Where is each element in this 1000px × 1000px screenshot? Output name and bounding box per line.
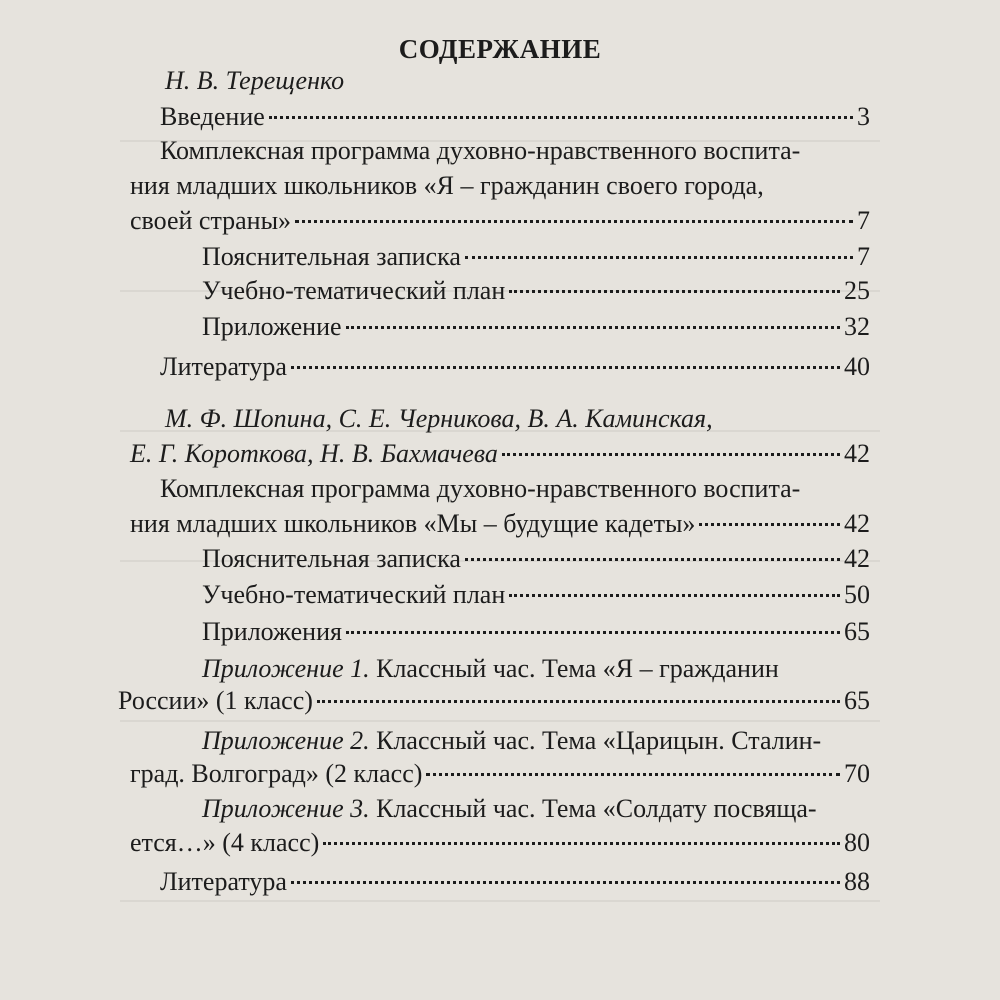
appendix1-line1 [202,652,779,686]
toc-entry-intro [160,100,870,134]
toc-entry-appendix1 [118,684,870,718]
entry-label: Введение [160,102,265,131]
entry-page: 42 [844,544,870,573]
appendix1-label: Приложение 1. [202,654,370,683]
dot-leader [509,594,840,597]
dot-leader [699,523,840,526]
entry-page: 3 [857,102,870,131]
entry-page: 70 [844,759,870,788]
entry-label: ется…» (4 класс) [130,828,320,857]
entry-label: России» (1 класс) [118,686,313,715]
entry-label: Учебно-тематический план [202,580,506,609]
dot-leader [346,631,840,634]
toc-entry-appendices-2 [202,615,870,649]
appendix2-line1 [202,724,821,758]
dot-leader [317,700,840,703]
toc-entry-authors-2 [130,437,870,471]
toc-entry-thematic-plan-1 [202,274,870,308]
toc-entry-appendix2 [130,757,870,791]
entry-page: 65 [844,617,870,646]
toc-entry-program1 [130,204,870,238]
entry-page: 7 [857,206,870,235]
dot-leader [323,842,840,845]
entry-label: град. Волгоград» (2 класс) [130,759,423,788]
entry-label: ния младших школьников «Мы – будущие кадеты» [130,509,696,538]
entry-label: Е. Г. Короткова, Н. В. Бахмачева [130,439,498,468]
entry-label: Литература [160,352,287,381]
entry-page: 65 [844,686,870,715]
appendix2-title: Классный час. Тема «Царицын. Сталин- [369,726,822,755]
entry-label: Учебно-тематический план [202,276,506,305]
dot-leader [295,220,853,223]
toc-entry-explanatory-note-2 [202,542,870,576]
dot-leader [465,558,840,561]
dot-leader [509,290,840,293]
toc-entry-program2 [130,507,870,541]
appendix3-label: Приложение 3. [202,794,370,823]
entry-page: 7 [857,242,870,271]
appendix2-label: Приложение 2. [202,726,370,755]
page-title: СОДЕРЖАНИЕ [398,34,602,64]
dot-leader [291,881,840,884]
entry-label: Пояснительная записка [202,544,461,573]
toc-entry-thematic-plan-2 [202,578,870,612]
toc-entry-explanatory-note-1 [202,240,870,274]
dot-leader [465,256,853,259]
appendix1-title: Классный час. Тема «Я – гражданин [369,654,779,683]
dot-leader [426,773,840,776]
entry-label: Литература [160,867,287,896]
entry-label: своей страны» [130,206,292,235]
author-tereshchenko: Н. В. Терещенко [165,66,345,95]
toc-entry-appendix3 [130,826,870,860]
entry-page: 42 [844,439,870,468]
appendix3-title: Классный час. Тема «Солдату посвяща- [369,794,817,823]
appendix3-line1 [202,792,817,826]
dot-leader [291,366,840,369]
authors-line1: М. Ф. Шопина, С. Е. Черникова, В. А. Каминская, [165,404,713,433]
dot-leader [346,326,840,329]
entry-page: 32 [844,312,870,341]
program1-line1: Комплексная программа духовно-нравственного воспита- [160,136,801,165]
entry-label: Приложение [202,312,342,341]
dot-leader [269,116,853,119]
entry-page: 50 [844,580,870,609]
program2-line1: Комплексная программа духовно-нравственного воспита- [160,474,801,503]
entry-label: Приложения [202,617,342,646]
entry-page: 88 [844,867,870,896]
entry-page: 25 [844,276,870,305]
program1-line2: ния младших школьников «Я – гражданин своего города, [130,171,764,200]
entry-page: 42 [844,509,870,538]
entry-page: 80 [844,828,870,857]
toc-entry-appendix-1 [202,310,870,344]
entry-page: 40 [844,352,870,381]
entry-label: Пояснительная записка [202,242,461,271]
dot-leader [502,453,840,456]
toc-entry-literature-1 [160,350,870,384]
toc-entry-literature-2 [160,865,870,899]
